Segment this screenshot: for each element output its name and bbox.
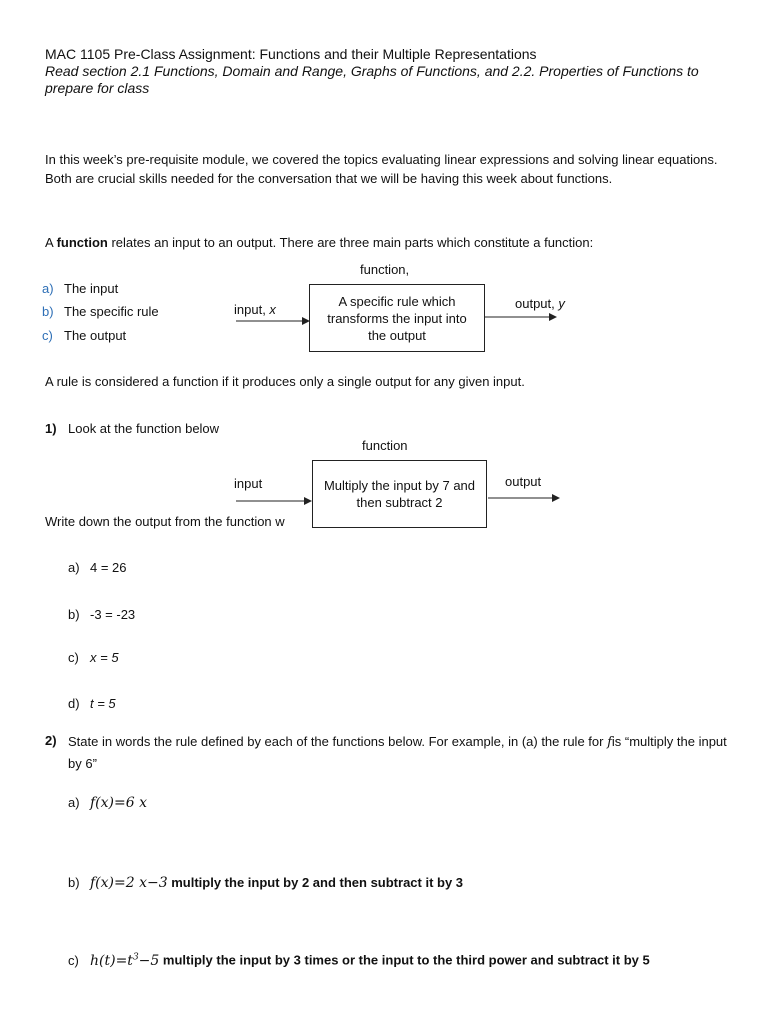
question-2-text: State in words the rule defined by each of the functions below. For example, in (a) the rule for fis “multiply the input by 6” <box>68 734 727 771</box>
list-item-output: c) The output <box>42 328 127 343</box>
diagram-input-label: input <box>234 476 263 491</box>
function-term: function <box>56 235 108 250</box>
rule-statement: A rule is considered a function if it produces only a single output for any given input. <box>45 374 525 389</box>
input-arrow-icon <box>236 315 310 325</box>
assignment-subtitle: Read section 2.1 Functions, Domain and Range, Graphs of Functions, and 2.2. Properties of Functions to prepare for class <box>45 63 699 96</box>
question-2-number: 2) <box>45 733 57 748</box>
question-1-item-d: d) t = 5 <box>68 696 116 711</box>
question-1-instruction: Write down the output from the function w <box>45 514 285 529</box>
math-expression: $h(t)=t^3-5$ <box>90 952 160 969</box>
diagram-rule-box: A specific rule which transforms the input into the output <box>309 284 485 352</box>
diagram-rule-box: Multiply the input by 7 and then subtract 2 <box>312 460 487 528</box>
assignment-title: MAC 1105 Pre-Class Assignment: Functions and their Multiple Representations <box>45 46 537 62</box>
answer-text: multiply the input by 2 and then subtract it by 3 <box>167 875 464 890</box>
diagram-function-label: function <box>362 438 408 453</box>
diagram-input-label: input, x <box>234 302 276 317</box>
math-expression: f(x)=2 x−3 <box>90 875 168 891</box>
question-1-item-c: c) x = 5 <box>68 650 119 665</box>
question-2-item-b: b) f(x)=2 x−3 multiply the input by 2 and then subtract it by 3 <box>68 875 464 891</box>
output-arrow-icon <box>488 493 560 503</box>
output-arrow-icon <box>485 312 557 322</box>
question-2-item-a: a) f(x)=6 x <box>68 795 147 811</box>
question-2-item-c: c) $h(t)=t^3-5$ multiply the input by 3 times or the input to the third power and subtract it by 5 <box>68 952 650 969</box>
question-1: 1) Look at the function below <box>45 421 220 436</box>
intro-paragraph: In this week’s pre-requisite module, we covered the topics evaluating linear expressions and solving linear equations. Both are crucial skills needed for the conversation that we will be having this week about functions. <box>45 152 718 186</box>
diagram-function-label: function, <box>360 262 410 277</box>
list-item-rule: b) The specific rule <box>42 304 159 319</box>
list-item-input: a) The input <box>42 281 119 296</box>
question-1-item-b: b) -3 = -23 <box>68 607 136 622</box>
diagram-output-label: output <box>505 474 542 489</box>
answer-text: multiply the input by 3 times or the input to the third power and subtract it by 5 <box>159 952 650 968</box>
input-arrow-icon <box>236 496 312 506</box>
math-expression: f(x)=6 x <box>90 795 147 811</box>
question-1-item-a: a) 4 = 26 <box>68 560 127 575</box>
diagram-output-label: output, y <box>515 296 565 311</box>
function-definition: A function relates an input to an output. There are three main parts which constitute a function: <box>45 235 594 250</box>
